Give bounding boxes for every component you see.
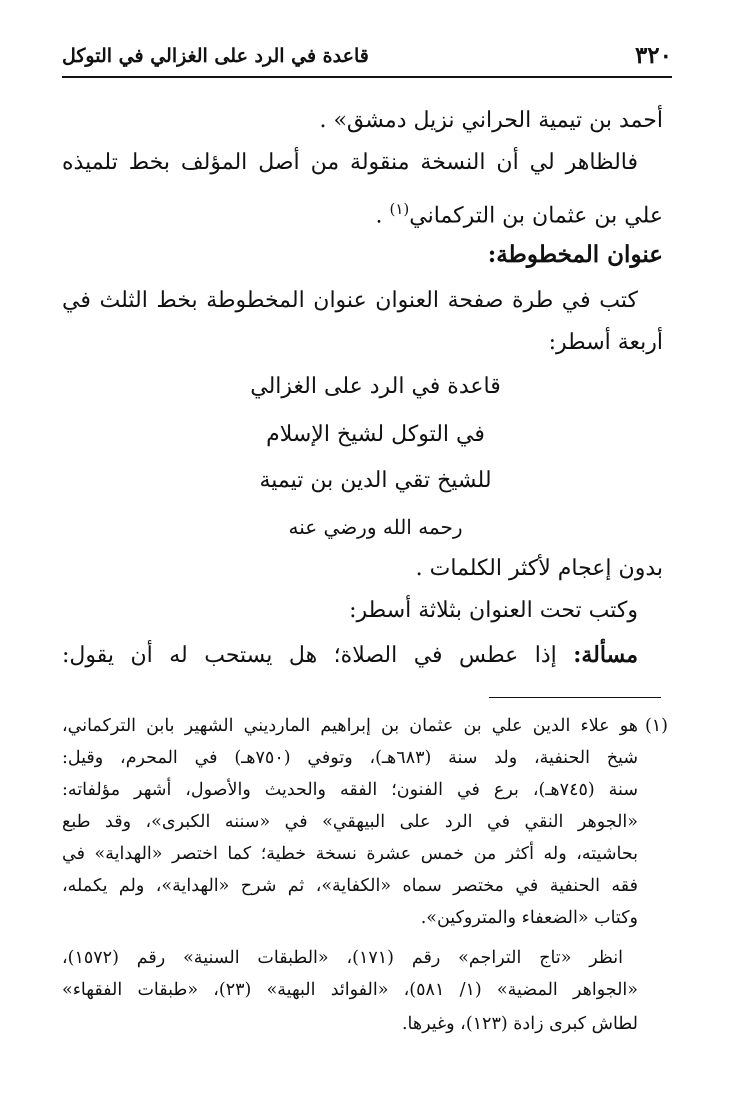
body-line-2: فالظاهر لي أن النسخة منقولة من أصل المؤلف بخط تلميذه — [62, 150, 638, 175]
footnote-line: «الجوهر النقي في الرد على البيهقي» في «سننه الكبرى»، وقد طبع — [62, 812, 638, 832]
body-line-6: بدون إعجام لأكثر الكلمات . — [415, 556, 663, 581]
footnote-line-1: هو علاء الدين علي بن عثمان بن إبراهيم المارديني الشهير بابن التركماني، — [62, 716, 638, 736]
body-line-7: وكتب تحت العنوان بثلاثة أسطر: — [349, 598, 638, 623]
header-rule — [62, 76, 672, 78]
body-line-4: كتب في طرة صفحة العنوان عنوان المخطوطة بخط الثلث في — [62, 288, 638, 313]
section-heading: عنوان المخطوطة: — [487, 241, 663, 268]
footnote-sources-line: انظر «تاج التراجم» رقم (١٧١)، «الطبقات السنية» رقم (١٥٧٢)، — [62, 948, 623, 968]
footnote-reference: (١) — [389, 200, 410, 218]
footnote-line: سنة (٧٤٥هـ)، برع في الفنون؛ الفقه والحديث والأصول، أشهر مؤلفاته: — [62, 780, 639, 800]
footnote-line: بحاشيته، وله أكثر من خمس عشرة نسخة خطية؛ كما اختصر «الهداية» في — [62, 844, 638, 864]
footnote-line — [62, 712, 668, 740]
title-block-line-4: رحمه الله ورضي عنه — [288, 515, 463, 539]
page-header — [62, 38, 672, 74]
footnote-line: وكتاب «الضعفاء والمتروكين». — [420, 908, 638, 928]
footnote-line: شيخ الحنفية، ولد سنة (٦٨٣هـ)، وتوفي (٧٥٠هـ) في المحرم، وقيل: — [62, 748, 638, 768]
running-title: قاعدة في الرد على الغزالي في التوكل — [62, 45, 369, 67]
body-line-8 — [62, 638, 638, 673]
issue-text: إذا عطس في الصلاة؛ هل يستحب له أن يقول: — [62, 643, 574, 668]
body-line-1: أحمد بن تيمية الحراني نزيل دمشق» . — [319, 108, 663, 133]
body-line-3-text: علي بن عثمان بن التركماني — [409, 203, 663, 229]
body-line-3 — [62, 192, 663, 233]
footnote-number: (١) — [644, 716, 668, 736]
footnote-sources-line: «الجواهر المضية» (١/ ٥٨١)، «الفوائد البهية» (٢٣)، «طبقات الفقهاء» — [62, 980, 638, 1000]
footnote-sources-line: لطاش كبرى زادة (١٢٣)، وغيرها. — [401, 1014, 638, 1034]
page-number: ٣٢٠ — [634, 42, 672, 69]
body-line-5: أربعة أسطر: — [548, 330, 663, 355]
footnote-separator — [489, 697, 661, 698]
title-block-line-3: للشيخ تقي الدين بن تيمية — [259, 468, 492, 493]
title-block-line-1: قاعدة في الرد على الغزالي — [250, 374, 501, 399]
issue-label: مسألة: — [573, 642, 638, 668]
title-block-line-2: في التوكل لشيخ الإسلام — [266, 422, 485, 447]
body-line-3-end: . — [375, 203, 390, 229]
footnote-line: فقه الحنفية في مختصر سماه «الكفاية»، ثم شرح «الهداية»، ولم يكمله، — [62, 876, 638, 896]
